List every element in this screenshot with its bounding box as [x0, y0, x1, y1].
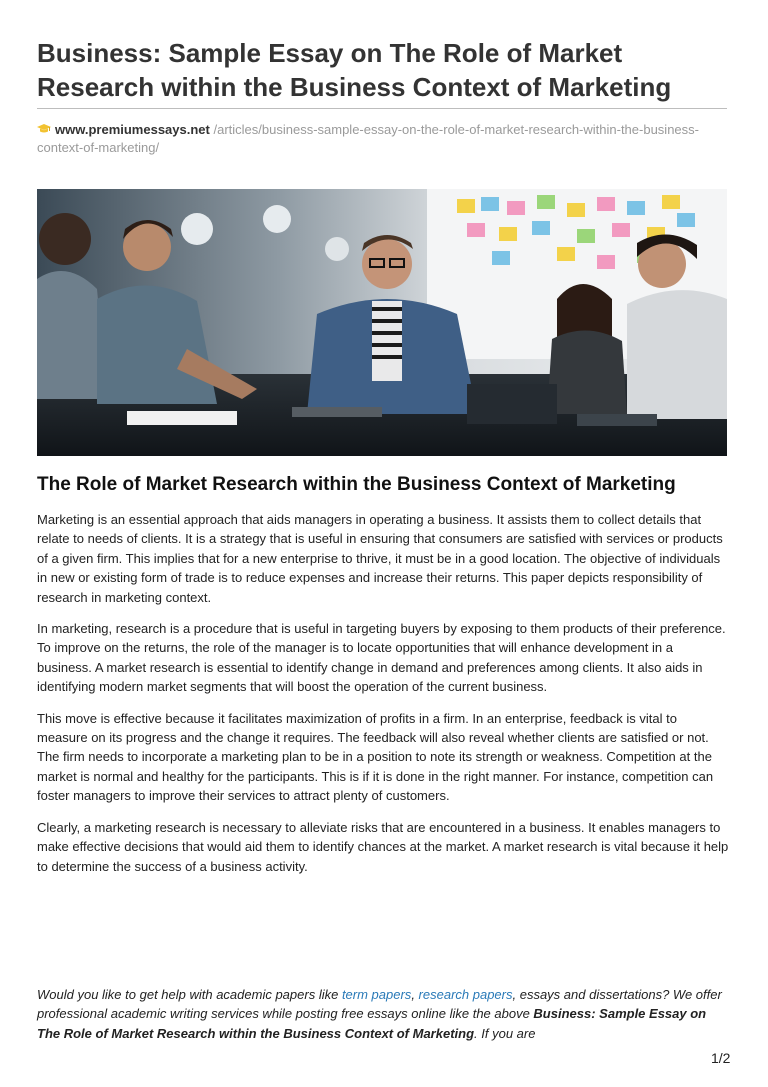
- research-papers-link[interactable]: research papers: [418, 987, 513, 1002]
- source-domain[interactable]: www.premiumessays.net: [55, 122, 210, 137]
- source-path[interactable]: /articles/business-sample-essay-on-the-role-of-market-research-within-the-business-context-of-marketing/: [37, 122, 699, 155]
- term-papers-link[interactable]: term papers: [341, 987, 412, 1002]
- paragraph: In marketing, research is a procedure that is useful in targeting buyers by exposing to them products of their preference. To improve on the returns, the role of the manager is to locate opportunities that will enhance development in a business. A market research is essential to identify change in demand and preferences among clients. It also aids in identifying modern market segments that will boost the operation of the current business.: [37, 621, 726, 695]
- paragraph: Marketing is an essential approach that aids managers in operating a business. It assists them to collect details that relate to needs of clients. It is a strategy that is useful in ensuring that consumers are satisfied with services or products of a given firm. This implies that for a new enterprise to thrive, it must be in a good location. The objective of individuals in new or existing form of trade is to reduce expenses and increase their returns. This paper depicts responsibility of research in marketing context.: [37, 512, 723, 605]
- paragraph: This move is effective because it facilitates maximization of profits in a firm. In an enterprise, feedback is vital to measure on its progress and the change it requires. The feedback will also reveal whether clients are satisfied or not. The firm needs to incorporate a marketing plan to be in a position to note its strength or weakness. Competition at the market is normal and healthy for the participants. This is if it is done in the right manner. For instance, competition can foster managers to improve their services to attract plenty of customers.: [37, 710, 714, 804]
- document-title: Business: Sample Essay on The Role of Market Research within the Business Context of Marketing: [37, 38, 672, 102]
- paragraph: Clearly, a marketing research is necessary to alleviate risks that are encountered in a business. It enables managers to make effective decisions that would aid them to identify chances at the market. A market research is vital because it help to determine the success of a business activity.: [37, 819, 729, 874]
- footer-middle: , essays and dissertations? We offer professional academic writing services while posting free essays online like the above: [37, 987, 722, 1022]
- hero-image: [37, 189, 727, 456]
- graduation-cap-icon: [37, 124, 51, 134]
- page-number: 1/2: [711, 1050, 731, 1066]
- title-divider: [37, 108, 727, 109]
- footer-bold-title: Business: Sample Essay on The Role of Market Research within the Business Context of Marketing: [37, 1006, 707, 1041]
- footer-lead: Would you like to get help with academic papers like: [37, 987, 342, 1002]
- team-meeting-photo: [37, 189, 727, 456]
- footer-tail: . If you are: [474, 1025, 536, 1041]
- source-url[interactable]: [37, 121, 727, 157]
- footer-promo: [37, 985, 729, 1043]
- footer-comma: ,: [411, 987, 419, 1002]
- section-heading: The Role of Market Research within the Business Context of Marketing: [37, 474, 676, 495]
- article-body: [37, 510, 729, 888]
